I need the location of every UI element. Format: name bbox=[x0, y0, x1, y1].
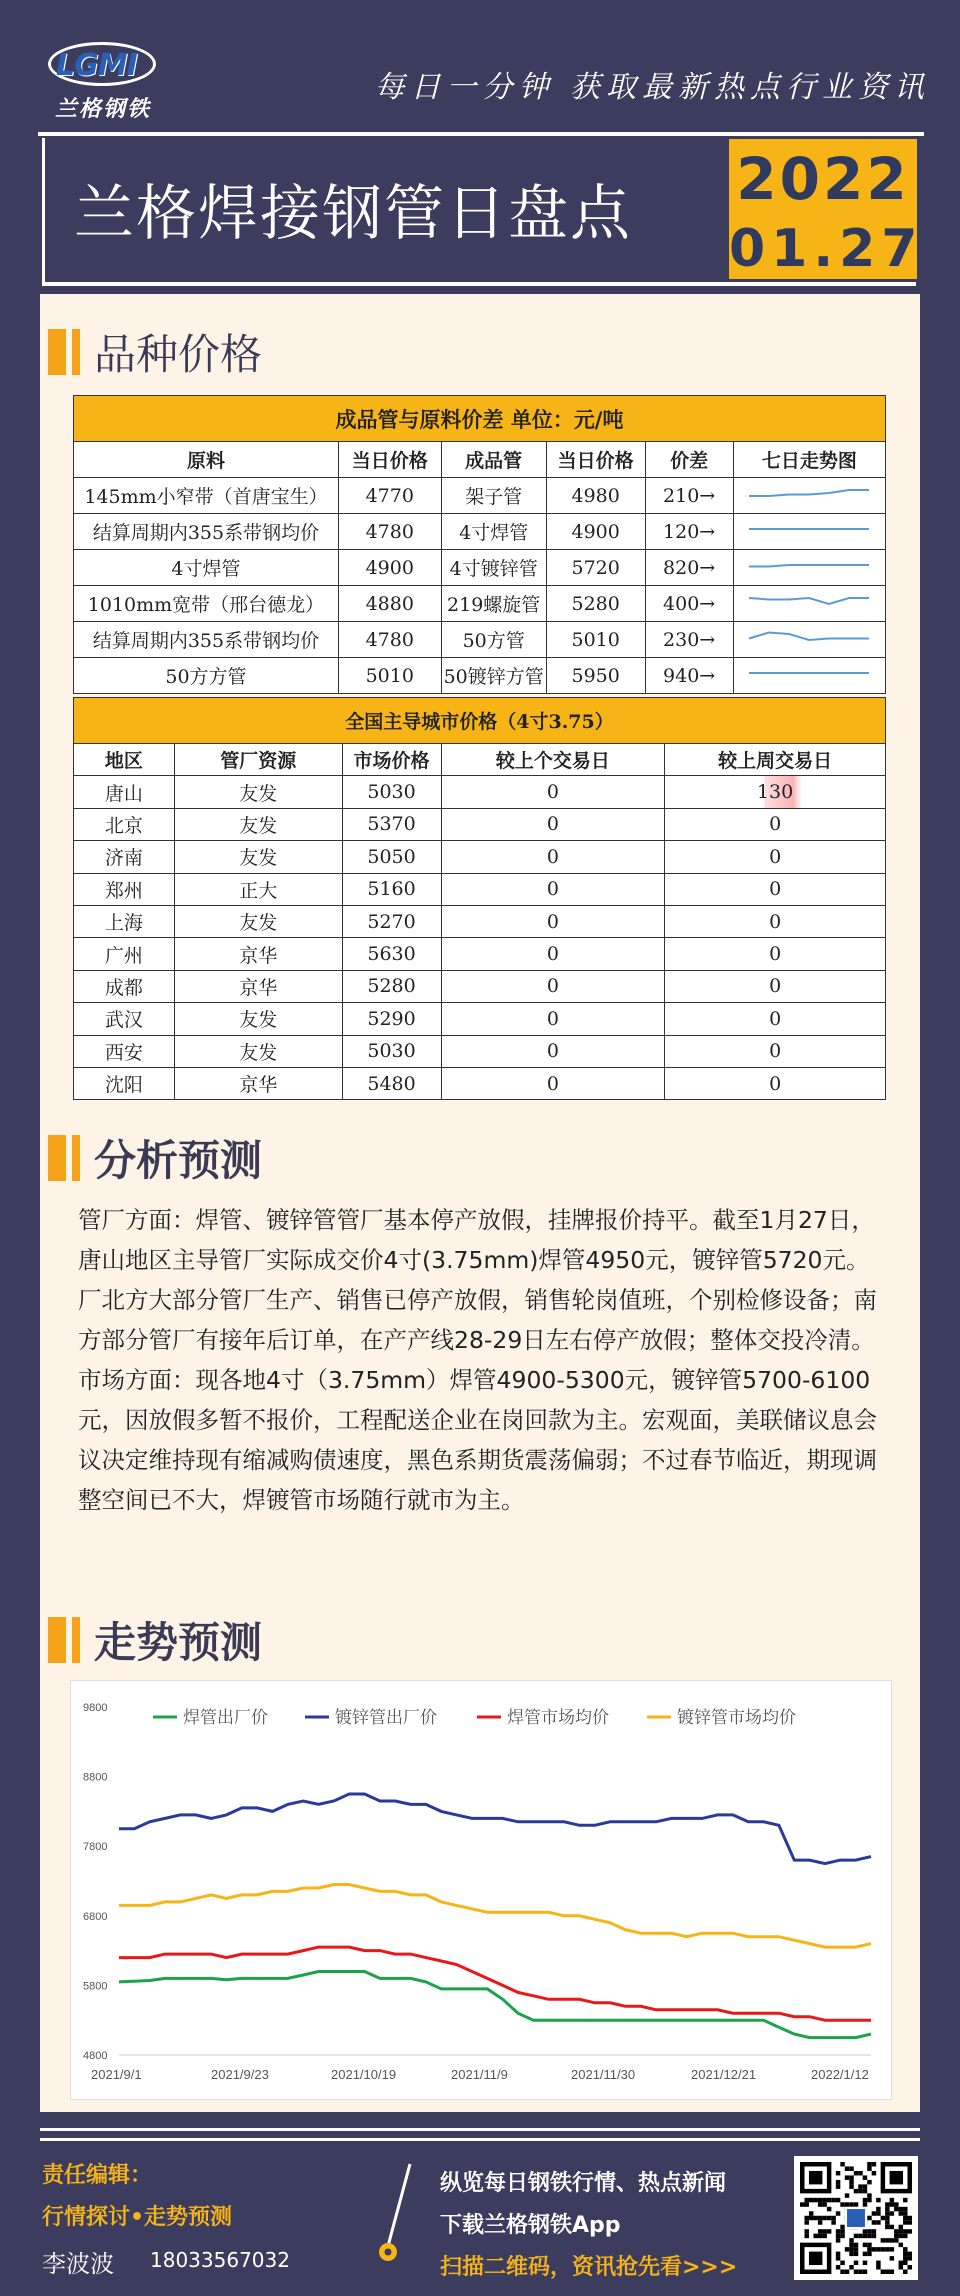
cell-dw: 0 bbox=[665, 1003, 886, 1035]
cell-d1: 0 bbox=[441, 808, 665, 840]
table1-title: 成品管与原料价差 单位：元/吨 bbox=[74, 396, 886, 442]
cell-d1: 0 bbox=[441, 938, 665, 970]
cell-source: 友发 bbox=[174, 1035, 342, 1067]
table1-row bbox=[74, 586, 886, 622]
cell-raw-price: 4780 bbox=[338, 622, 441, 658]
table1-row bbox=[74, 478, 886, 514]
legend-label: 焊管市场均价 bbox=[507, 1708, 609, 1728]
cell-price: 5030 bbox=[342, 776, 441, 808]
location-pin-icon bbox=[370, 2160, 430, 2270]
cell-city: 西安 bbox=[74, 1035, 175, 1067]
section-heading-prices bbox=[48, 322, 262, 382]
x-tick-label: 2021/10/19 bbox=[331, 2067, 397, 2082]
table1-row bbox=[74, 658, 886, 694]
analysis-text bbox=[78, 1200, 890, 1520]
col-diff: 价差 bbox=[645, 442, 733, 478]
cell-raw-price: 4780 bbox=[338, 514, 441, 550]
section-heading-trend bbox=[48, 1610, 262, 1670]
table2-title: 全国主导城市价格（4寸3.75） bbox=[74, 698, 886, 744]
price-spread-table bbox=[73, 395, 886, 694]
cell-diff: 210→ bbox=[645, 478, 733, 514]
table2-row bbox=[74, 873, 886, 905]
y-tick-label: 8800 bbox=[83, 1771, 108, 1784]
table2-row bbox=[74, 1035, 886, 1067]
cell-dw: 0 bbox=[665, 1035, 886, 1067]
cell-d1: 0 bbox=[441, 1067, 665, 1099]
cell-raw: 145mm小窄带（首唐宝生） bbox=[74, 478, 339, 514]
table2-row bbox=[74, 970, 886, 1002]
cell-raw: 结算周期内355系带钢均价 bbox=[74, 622, 339, 658]
col-trend: 七日走势图 bbox=[733, 442, 885, 478]
sparkline bbox=[741, 550, 877, 580]
col-vs-prev-week: 较上周交易日 bbox=[665, 744, 886, 776]
cell-d1: 0 bbox=[441, 905, 665, 937]
x-tick-label: 2021/11/30 bbox=[571, 2067, 636, 2082]
cell-city: 成都 bbox=[74, 970, 175, 1002]
cell-city: 郑州 bbox=[74, 873, 175, 905]
cell-price: 5370 bbox=[342, 808, 441, 840]
cell-dw: 0 bbox=[665, 873, 886, 905]
cell-city: 广州 bbox=[74, 938, 175, 970]
x-tick-label: 2021/9/1 bbox=[91, 2067, 142, 2082]
qr-code[interactable] bbox=[794, 2156, 918, 2280]
editor-name: 李波波 bbox=[42, 2250, 114, 2278]
footer-line-2: 下载兰格钢铁App bbox=[440, 2213, 621, 2238]
footer-line-1: 纵览每日钢铁行情、热点新闻 bbox=[440, 2171, 727, 2196]
table2-row bbox=[74, 776, 886, 808]
cell-product-price: 5950 bbox=[546, 658, 645, 694]
sparkline bbox=[741, 478, 877, 508]
editor-subtitle: 行情探讨•走势预测 bbox=[42, 2205, 233, 2230]
table2-header-row bbox=[74, 744, 886, 776]
date-month-day: 01.27 bbox=[729, 219, 924, 279]
cell-product-price: 5720 bbox=[546, 550, 645, 586]
table1-row bbox=[74, 514, 886, 550]
series-line-2 bbox=[119, 1947, 871, 2020]
trend-chart bbox=[70, 1680, 892, 2100]
cell-city: 武汉 bbox=[74, 1003, 175, 1035]
col-vs-prev-day: 较上个交易日 bbox=[441, 744, 665, 776]
city-price-table bbox=[73, 697, 886, 1100]
cell-d1: 0 bbox=[441, 1035, 665, 1067]
table1-header-row bbox=[74, 442, 886, 478]
cell-d1: 0 bbox=[441, 873, 665, 905]
cell-diff: 230→ bbox=[645, 622, 733, 658]
sparkline-cell bbox=[733, 658, 885, 694]
cell-dw: 0 bbox=[665, 841, 886, 873]
sparkline-line bbox=[749, 598, 869, 604]
logo-cn: 兰格钢铁 bbox=[54, 96, 151, 122]
table2-row bbox=[74, 938, 886, 970]
cell-dw: 130 bbox=[665, 776, 886, 808]
lgmi-logo bbox=[42, 40, 162, 122]
cell-price: 5630 bbox=[342, 938, 441, 970]
table2-row bbox=[74, 1003, 886, 1035]
y-tick-label: 5800 bbox=[83, 1980, 108, 1993]
sparkline-line bbox=[749, 565, 869, 567]
cell-source: 正大 bbox=[174, 873, 342, 905]
cell-price: 5050 bbox=[342, 841, 441, 873]
cell-dw: 0 bbox=[665, 938, 886, 970]
col-raw: 原料 bbox=[74, 442, 339, 478]
cell-city: 上海 bbox=[74, 905, 175, 937]
cell-price: 5290 bbox=[342, 1003, 441, 1035]
cell-diff: 120→ bbox=[645, 514, 733, 550]
series-line-3 bbox=[119, 1885, 871, 1948]
sparkline-line bbox=[749, 633, 869, 641]
col-market-price: 市场价格 bbox=[342, 744, 441, 776]
cell-d1: 0 bbox=[441, 970, 665, 1002]
cell-source: 京华 bbox=[174, 938, 342, 970]
legend-label: 焊管出厂价 bbox=[183, 1708, 268, 1728]
cell-city: 济南 bbox=[74, 841, 175, 873]
cell-source: 友发 bbox=[174, 776, 342, 808]
cell-source: 友发 bbox=[174, 1003, 342, 1035]
series-line-1 bbox=[119, 1794, 871, 1864]
cell-d1: 0 bbox=[441, 776, 665, 808]
cell-d1: 0 bbox=[441, 841, 665, 873]
y-tick-label: 9800 bbox=[83, 1702, 108, 1714]
cell-product-price: 5010 bbox=[546, 622, 645, 658]
cell-source: 京华 bbox=[174, 1067, 342, 1099]
cell-diff: 940→ bbox=[645, 658, 733, 694]
col-product-price: 当日价格 bbox=[546, 442, 645, 478]
cell-raw-price: 4900 bbox=[338, 550, 441, 586]
header-slogan: 每日一分钟 获取最新热点行业资讯 bbox=[374, 70, 930, 105]
cell-dw: 0 bbox=[665, 808, 886, 840]
cell-dw: 0 bbox=[665, 905, 886, 937]
cell-dw: 0 bbox=[665, 970, 886, 1002]
section-heading-analysis bbox=[48, 1128, 262, 1188]
cell-source: 友发 bbox=[174, 841, 342, 873]
col-city: 地区 bbox=[74, 744, 175, 776]
sparkline-cell bbox=[733, 550, 885, 586]
logo-text: LGMI bbox=[56, 48, 137, 83]
section-title: 分析预测 bbox=[94, 1136, 263, 1185]
col-source: 管厂资源 bbox=[174, 744, 342, 776]
cell-price: 5480 bbox=[342, 1067, 441, 1099]
cell-price: 5030 bbox=[342, 1035, 441, 1067]
cell-product-price: 4900 bbox=[546, 514, 645, 550]
cell-city: 北京 bbox=[74, 808, 175, 840]
x-tick-label: 2021/12/21 bbox=[691, 2067, 757, 2082]
cell-source: 友发 bbox=[174, 808, 342, 840]
cell-product: 50方管 bbox=[441, 622, 546, 658]
cell-product: 4寸镀锌管 bbox=[441, 550, 546, 586]
cell-source: 京华 bbox=[174, 970, 342, 1002]
cell-source: 友发 bbox=[174, 905, 342, 937]
cell-product-price: 4980 bbox=[546, 478, 645, 514]
table2-row bbox=[74, 905, 886, 937]
trend-chart-svg bbox=[71, 1681, 893, 2101]
sparkline-cell bbox=[733, 622, 885, 658]
cell-product: 4寸焊管 bbox=[441, 514, 546, 550]
col-raw-price: 当日价格 bbox=[338, 442, 441, 478]
cell-raw: 1010mm宽带（邢台德龙） bbox=[74, 586, 339, 622]
analysis-paragraph-mills: 管厂方面：焊管、镀锌管管厂基本停产放假，挂牌报价持平。截至1月27日，唐山地区主导管厂实际成交价4寸(3.75mm)焊管4950元，镀锌管5720元。厂北方大部分管厂生产、销售已停产放假，销售轮岗值班，个别检修设备；南方部分管厂有接年后订单，在产产线28-29日左右停产放假；整体交投冷清。 bbox=[78, 1206, 877, 1354]
cell-city: 唐山 bbox=[74, 776, 175, 808]
date-badge bbox=[726, 136, 924, 282]
sparkline bbox=[741, 514, 877, 544]
sparkline bbox=[741, 658, 877, 688]
editor-phone: 18033567032 bbox=[150, 2248, 290, 2272]
x-tick-label: 2021/9/23 bbox=[211, 2067, 269, 2082]
cell-d1: 0 bbox=[441, 1003, 665, 1035]
x-tick-label: 2022/1/12 bbox=[811, 2067, 869, 2082]
analysis-paragraph-market: 市场方面：现各地4寸（3.75mm）焊管4900-5300元，镀锌管5700-6100元，因放假多暂不报价，工程配送企业在岗回款为主。宏观面，美联储议息会议决定维持现有缩减购债速度，黑色系期货震荡偏弱；不过春节临近，期现调整空间已不大，焊镀管市场随行就市为主。 bbox=[78, 1366, 877, 1514]
sparkline-cell bbox=[733, 478, 885, 514]
x-tick-label: 2021/11/9 bbox=[451, 2067, 508, 2082]
footer-line-3[interactable]: 扫描二维码，资讯抢先看>>> bbox=[440, 2255, 738, 2280]
table2-row bbox=[74, 1067, 886, 1099]
table1-row bbox=[74, 550, 886, 586]
cell-raw-price: 4880 bbox=[338, 586, 441, 622]
cell-raw-price: 4770 bbox=[338, 478, 441, 514]
sparkline bbox=[741, 586, 877, 616]
cell-product: 50镀锌方管 bbox=[441, 658, 546, 694]
col-product: 成品管 bbox=[441, 442, 546, 478]
qr-code-icon bbox=[800, 2162, 912, 2274]
cell-price: 5270 bbox=[342, 905, 441, 937]
sparkline bbox=[741, 622, 877, 652]
sparkline-cell bbox=[733, 514, 885, 550]
cell-product-price: 5280 bbox=[546, 586, 645, 622]
footer-divider bbox=[40, 2128, 920, 2131]
date-year: 2022 bbox=[736, 145, 910, 213]
cell-dw: 0 bbox=[665, 1067, 886, 1099]
cell-raw: 4寸焊管 bbox=[74, 550, 339, 586]
legend-label: 镀锌管出厂价 bbox=[335, 1708, 437, 1728]
cell-price: 5160 bbox=[342, 873, 441, 905]
legend-label: 镀锌管市场均价 bbox=[677, 1708, 796, 1728]
y-tick-label: 6800 bbox=[83, 1910, 108, 1923]
cell-city: 沈阳 bbox=[74, 1067, 175, 1099]
footer-divider bbox=[40, 2138, 920, 2141]
table2-row bbox=[74, 841, 886, 873]
y-tick-label: 7800 bbox=[83, 1841, 108, 1854]
cell-raw-price: 5010 bbox=[338, 658, 441, 694]
sparkline-line bbox=[749, 490, 869, 496]
editor-label: 责任编辑： bbox=[42, 2163, 153, 2188]
table2-row bbox=[74, 808, 886, 840]
section-title: 走势预测 bbox=[94, 1618, 263, 1667]
cell-product: 架子管 bbox=[441, 478, 546, 514]
page-title: 兰格焊接钢管日盘点 bbox=[74, 179, 632, 249]
cell-product: 219螺旋管 bbox=[441, 586, 546, 622]
sparkline-cell bbox=[733, 586, 885, 622]
section-title: 品种价格 bbox=[94, 330, 263, 379]
table1-row bbox=[74, 622, 886, 658]
cell-raw: 50方方管 bbox=[74, 658, 339, 694]
cell-price: 5280 bbox=[342, 970, 441, 1002]
cell-diff: 400→ bbox=[645, 586, 733, 622]
cell-diff: 820→ bbox=[645, 550, 733, 586]
y-tick-label: 4800 bbox=[83, 2050, 108, 2062]
cell-raw: 结算周期内355系带钢均价 bbox=[74, 514, 339, 550]
